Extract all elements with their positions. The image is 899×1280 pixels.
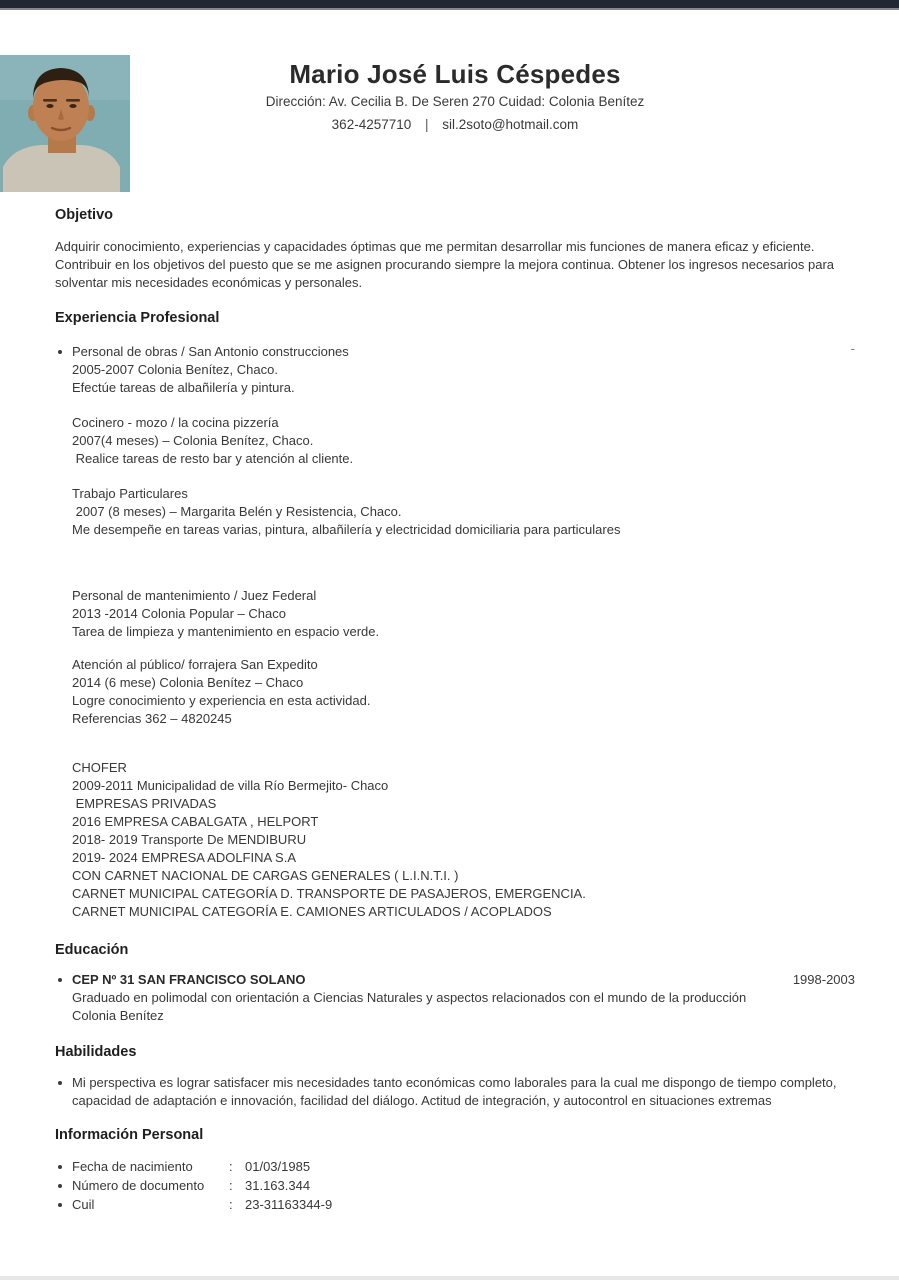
experience-line: 2007 (8 meses) – Margarita Belén y Resistencia, Chaco.	[72, 504, 402, 519]
skills-text: Mi perspectiva es lograr satisfacer mis necesidades tanto económicas como laborales para la cual me dispongo de tiempo completo, capacidad de adaptación e innovación, facilidad del diálogo. Actitud de integración, y autocontrol en situaciones extremas	[72, 1074, 855, 1110]
experience-entries	[72, 343, 855, 921]
experience-line: 2007(4 meses) – Colonia Benítez, Chaco.	[72, 433, 314, 448]
contact-line	[55, 117, 855, 133]
education-title-row	[72, 971, 855, 989]
education-school: CEP Nº 31 SAN FRANCISCO SOLANO	[72, 972, 306, 987]
portrait-photo	[0, 55, 130, 192]
experience-line: Efectúe tareas de albañilería y pintura.	[72, 380, 295, 395]
experience-line: Personal de mantenimiento / Juez Federal	[72, 588, 317, 603]
personal-info-row	[72, 1195, 855, 1214]
email-address: sil.2soto@hotmail.com	[442, 117, 579, 132]
info-label: Número de documento	[72, 1178, 205, 1193]
info-value: 31.163.344	[245, 1178, 311, 1193]
experience-line: CON CARNET NACIONAL DE CARGAS GENERALES ( L.I.N.T.I. )	[72, 868, 459, 883]
section-title-objetivo: Objetivo	[55, 207, 114, 223]
experience-line: Personal de obras / San Antonio construcciones	[72, 344, 349, 359]
experience-line: Realice tareas de resto bar y atención al cliente.	[72, 451, 354, 466]
education-location: Colonia Benítez	[72, 1008, 164, 1023]
portrait-photo-graphic	[0, 55, 130, 192]
experience-line: 2009-2011 Municipalidad de villa Río Bermejito- Chaco	[72, 778, 389, 793]
experience-line: Me desempeñe en tareas varias, pintura, albañilería y electricidad domiciliaria para particulares	[72, 522, 621, 537]
experience-line: Referencias 362 – 4820245	[72, 711, 232, 726]
experience-line: 2019- 2024 EMPRESA ADOLFINA S.A	[72, 850, 297, 865]
stray-dash-mark: -	[850, 341, 855, 356]
experience-line: CARNET MUNICIPAL CATEGORÍA E. CAMIONES ARTICULADOS / ACOPLADOS	[72, 904, 552, 919]
phone-number: 362-4257710	[331, 117, 412, 132]
objetivo-text: Adquirir conocimiento, experiencias y capacidades óptimas que me permitan desarrollar mis funciones de manera eficaz y eficiente. Contribuir en los objetivos del puesto que se me asignen procurando siempre la mejora continua. Obtener los ingresos necesarios para solventar mis necesidades económicas y personales.	[55, 239, 834, 290]
info-label: Cuil	[72, 1197, 95, 1212]
viewer-top-bar	[0, 0, 899, 10]
personal-info-list	[72, 1157, 855, 1214]
experience-entry	[72, 343, 855, 397]
education-entry	[72, 971, 855, 1025]
section-title-educacion: Educación	[55, 942, 129, 958]
experience-line: Trabajo Particulares	[72, 486, 188, 501]
experience-line: 2014 (6 mese) Colonia Benítez – Chaco	[72, 675, 304, 690]
person-name: Mario José Luis Céspedes	[289, 59, 621, 89]
info-separator: :	[229, 1159, 233, 1174]
education-years: 1998-2003	[792, 972, 855, 987]
personal-info-row	[72, 1176, 855, 1195]
info-value: 01/03/1985	[245, 1159, 311, 1174]
experience-line: EMPRESAS PRIVADAS	[72, 796, 217, 811]
personal-info-row	[72, 1157, 855, 1176]
experience-entry	[72, 414, 855, 468]
experience-line: 2013 -2014 Colonia Popular – Chaco	[72, 606, 286, 621]
education-description: Graduado en polimodal con orientación a Ciencias Naturales y aspectos relacionados con el mundo de la producción	[72, 990, 747, 1005]
address-line: Dirección: Av. Cecilia B. De Seren 270 Cuidad: Colonia Benítez	[265, 94, 645, 109]
resume-page	[0, 10, 899, 1214]
section-title-habilidades: Habilidades	[55, 1044, 137, 1060]
experience-line: CARNET MUNICIPAL CATEGORÍA D. TRANSPORTE DE PASAJEROS, EMERGENCIA.	[72, 886, 586, 901]
experience-line: Tarea de limpieza y mantenimiento en espacio verde.	[72, 624, 380, 639]
experience-line: 2005-2007 Colonia Benítez, Chaco.	[72, 362, 278, 377]
resume-header	[55, 10, 855, 207]
experience-entry	[72, 587, 855, 641]
experience-line: Logre conocimiento y experiencia en esta actividad.	[72, 693, 371, 708]
info-separator: :	[229, 1197, 233, 1212]
page-bottom-edge	[0, 1276, 899, 1280]
experience-line: Atención al público/ forrajera San Expedito	[72, 657, 318, 672]
experience-line: 2016 EMPRESA CABALGATA , HELPORT	[72, 814, 319, 829]
section-title-informacion-personal: Información Personal	[55, 1127, 204, 1143]
experience-entry	[72, 759, 855, 921]
info-value: 23-31163344-9	[245, 1197, 333, 1212]
section-title-experiencia: Experiencia Profesional	[55, 310, 220, 326]
info-label: Fecha de nacimiento	[72, 1159, 193, 1174]
experience-line: Cocinero - mozo / la cocina pizzería	[72, 415, 279, 430]
experience-entry	[72, 656, 855, 728]
experience-line: CHOFER	[72, 760, 127, 775]
experience-line: 2018- 2019 Transporte De MENDIBURU	[72, 832, 307, 847]
experience-entry	[72, 485, 855, 539]
contact-separator: |	[425, 117, 429, 132]
info-separator: :	[229, 1178, 233, 1193]
